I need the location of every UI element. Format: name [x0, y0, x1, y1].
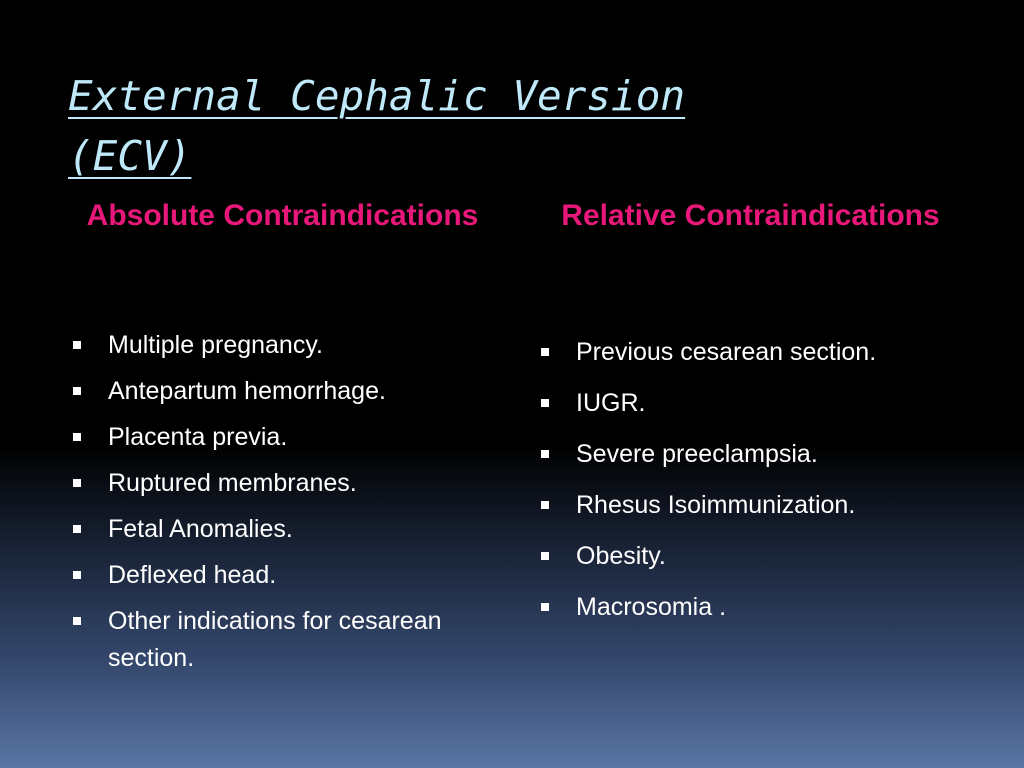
square-bullet-icon — [73, 571, 81, 579]
list-item — [538, 589, 978, 626]
list-item-text: Other indications for cesarean section. — [108, 607, 442, 672]
square-bullet-icon — [541, 348, 549, 356]
list-item-text: Obesity. — [576, 542, 666, 570]
relative-contraindications-list — [538, 334, 978, 640]
list-item — [70, 557, 490, 594]
absolute-contraindications-list — [70, 327, 490, 686]
square-bullet-icon — [541, 450, 549, 458]
list-item-text: Previous cesarean section. — [576, 338, 877, 366]
square-bullet-icon — [541, 603, 549, 611]
list-item-text: Macrosomia . — [576, 593, 727, 621]
square-bullet-icon — [73, 341, 81, 349]
list-item — [538, 487, 978, 524]
square-bullet-icon — [73, 433, 81, 441]
slide-title: External Cephalic Version (ECV) — [68, 72, 686, 180]
list-item-text: Fetal Anomalies. — [108, 515, 293, 543]
list-item — [70, 373, 490, 410]
square-bullet-icon — [541, 399, 549, 407]
list-item — [538, 436, 978, 473]
square-bullet-icon — [73, 525, 81, 533]
square-bullet-icon — [541, 552, 549, 560]
list-item-text: Antepartum hemorrhage. — [108, 377, 386, 405]
absolute-contraindications-heading: Absolute Contraindications — [86, 199, 479, 232]
square-bullet-icon — [73, 617, 81, 625]
list-item-text: IUGR. — [576, 389, 646, 417]
list-item — [70, 419, 490, 456]
list-item-text: Rhesus Isoimmunization. — [576, 491, 856, 519]
list-item-text: Deflexed head. — [108, 561, 277, 589]
list-item — [538, 538, 978, 575]
list-item — [538, 385, 978, 422]
relative-contraindications-heading: Relative Contraindications — [561, 199, 940, 232]
square-bullet-icon — [73, 479, 81, 487]
list-item-text: Severe preeclampsia. — [576, 440, 818, 468]
square-bullet-icon — [73, 387, 81, 395]
list-item — [538, 334, 978, 371]
list-item-text: Placenta previa. — [108, 423, 288, 451]
square-bullet-icon — [541, 501, 549, 509]
list-item — [70, 465, 490, 502]
list-item — [70, 603, 490, 677]
list-item — [70, 327, 490, 364]
list-item-text: Multiple pregnancy. — [108, 331, 323, 359]
list-item-text: Ruptured membranes. — [108, 469, 357, 497]
list-item — [70, 511, 490, 548]
